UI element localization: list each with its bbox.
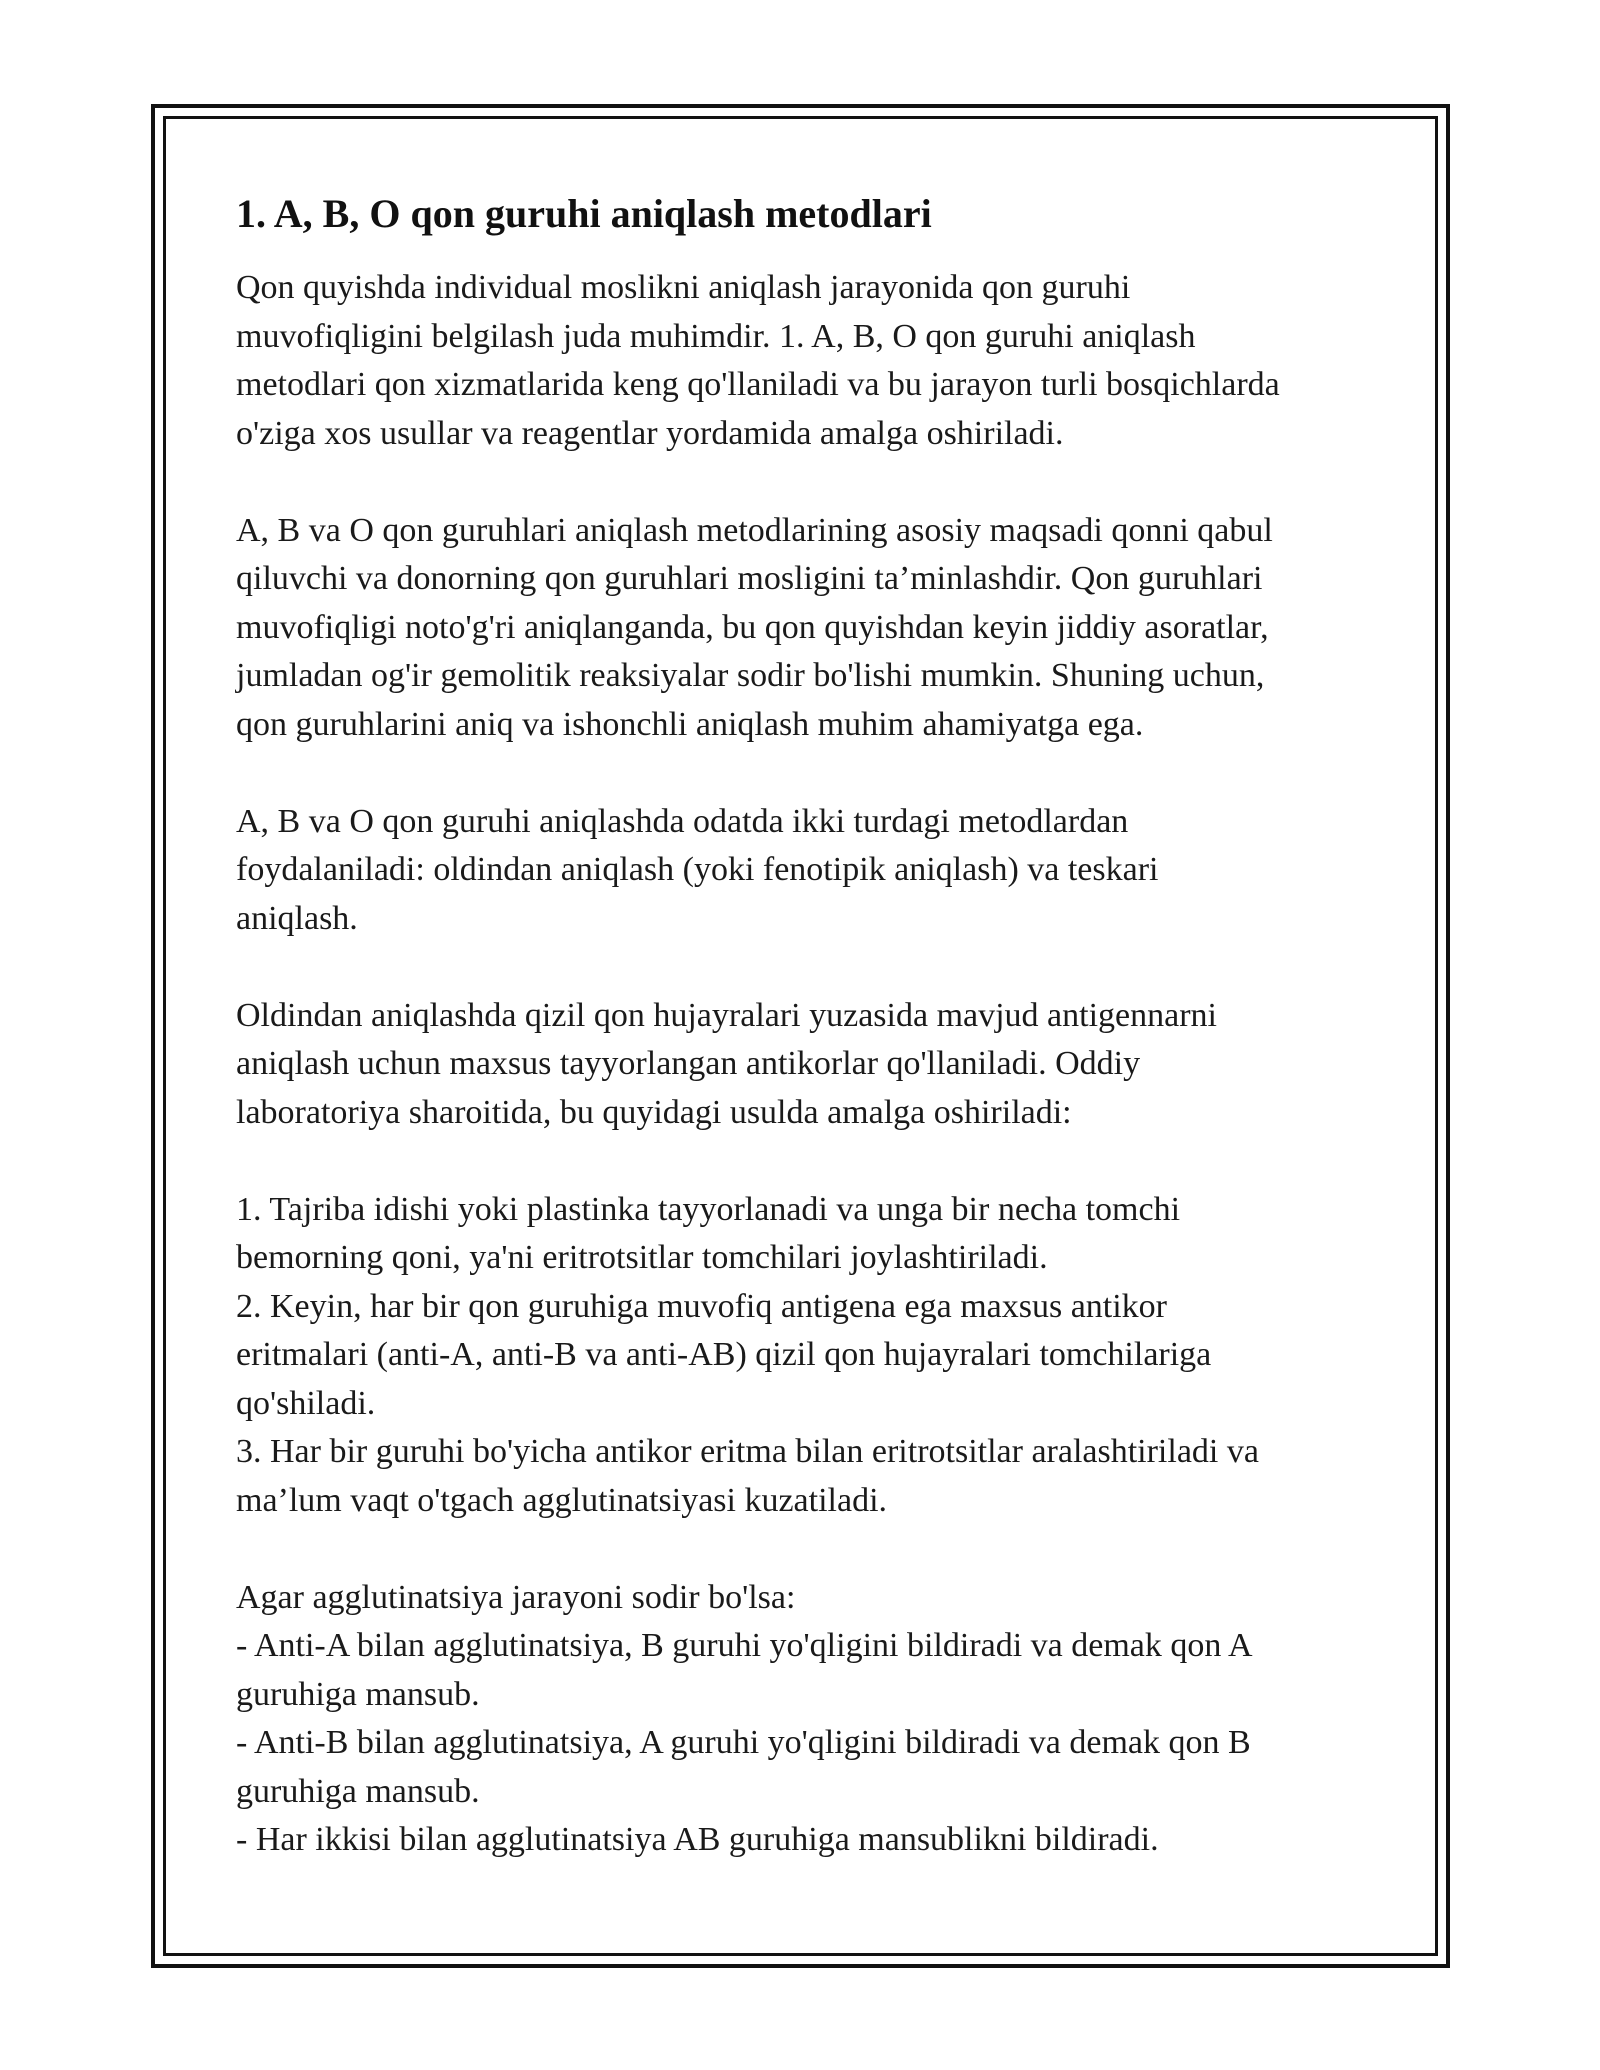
paragraph-forward	[236, 992, 1386, 1138]
section-heading: 1. A, B, O qon guruhi aniqlash metodlari	[236, 191, 932, 236]
result-line: - Har ikkisi bilan agglutinatsiya AB guruhiga mansublikni bildiradi.	[236, 1821, 1159, 1858]
result-line: - Anti-A bilan agglutinatsiya, B guruhi yo'qligini bildiradi va demak qon A	[236, 1627, 1253, 1664]
paragraph-gap	[236, 1137, 1386, 1186]
result-line: - Anti-B bilan agglutinatsiya, A guruhi yo'qligini bildiradi va demak qon B	[236, 1724, 1251, 1761]
text-line: A, B va O qon guruhlari aniqlash metodlarining asosiy maqsadi qonni qabul	[236, 511, 1273, 549]
text-line: jumladan og'ir gemolitik reaksiyalar sodir bo'lishi mumkin. Shuning uchun,	[236, 657, 1265, 694]
text-line: o'ziga xos usullar va reagentlar yordamida amalga oshiriladi.	[236, 414, 1064, 452]
paragraph-intro	[236, 264, 1386, 458]
steps-list	[236, 1186, 1386, 1526]
text-line: aniqlash uchun maxsus tayyorlangan antikorlar qo'llaniladi. Oddiy	[236, 1045, 1141, 1082]
text-line: aniqlash.	[236, 899, 358, 937]
text-line: laboratoriya sharoitida, bu quyidagi usulda amalga oshiriladi:	[236, 1093, 1072, 1131]
step-line: 3. Har bir guruhi bo'yicha antikor eritma bilan eritrotsitlar aralashtiriladi va	[236, 1433, 1259, 1470]
result-line: Agar agglutinatsiya jarayoni sodir bo'lsa:	[236, 1578, 796, 1616]
paragraph-gap	[236, 1525, 1386, 1574]
paragraph-methods	[236, 798, 1386, 944]
text-line: foydalaniladi: oldindan aniqlash (yoki fenotipik aniqlash) va teskari	[236, 851, 1159, 888]
text-line: metodlari qon xizmatlarida keng qo'llaniladi va bu jarayon turli bosqichlarda	[236, 366, 1280, 403]
text-line: Oldindan aniqlashda qizil qon hujayralari yuzasida mavjud antigennarni	[236, 996, 1217, 1034]
step-line: 1. Tajriba idishi yoki plastinka tayyorlanadi va unga bir necha tomchi	[236, 1190, 1181, 1228]
text-line: Qon quyishda individual moslikni aniqlash jarayonida qon guruhi	[236, 269, 1131, 306]
paragraph-gap	[236, 943, 1386, 992]
text-line: qiluvchi va donorning qon guruhlari mosligini ta’minlashdir. Qon guruhlari	[236, 560, 1263, 597]
step-line: eritmalari (anti-A, anti-B va anti-AB) qizil qon hujayralari tomchilariga	[236, 1336, 1212, 1373]
paragraph-purpose	[236, 507, 1386, 750]
step-line: 2. Keyin, har bir qon guruhiga muvofiq antigena ega maxsus antikor	[236, 1287, 1167, 1325]
text-line: qon guruhlarini aniq va ishonchli aniqlash muhim ahamiyatga ega.	[236, 705, 1144, 743]
paragraph-gap	[236, 749, 1386, 798]
result-line: guruhiga mansub.	[236, 1772, 480, 1810]
result-line: guruhiga mansub.	[236, 1675, 480, 1713]
step-line: ma’lum vaqt o'tgach agglutinatsiyasi kuzatiladi.	[236, 1481, 888, 1519]
document-body	[236, 190, 1386, 1865]
text-line: muvofiqligini belgilash juda muhimdir. 1. A, B, O qon guruhi aniqlash	[236, 317, 1196, 355]
text-line: A, B va O qon guruhi aniqlashda odatda ikki turdagi metodlardan	[236, 802, 1129, 840]
step-line: bemorning qoni, ya'ni eritrotsitlar tomchilari joylashtiriladi.	[236, 1239, 1048, 1276]
step-line: qo'shiladi.	[236, 1384, 376, 1422]
text-line: muvofiqligi noto'g'ri aniqlanganda, bu qon quyishdan keyin jiddiy asoratlar,	[236, 608, 1269, 646]
paragraph-gap	[236, 458, 1386, 507]
results-list	[236, 1574, 1386, 1865]
